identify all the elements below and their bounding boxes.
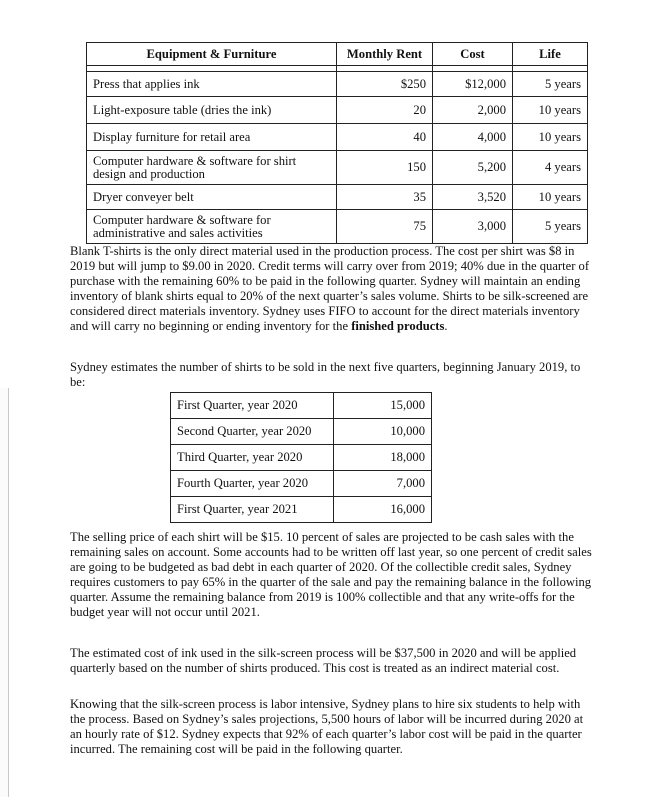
units-sold: 18,000 [334,445,432,471]
equipment-item: Dryer conveyer belt [87,185,337,210]
selling-price-paragraph: The selling price of each shirt will be $15. 10 percent of sales are projected to be cash sales with the remaining sales on account. Some accounts had to be written off last year, so one percent of credit sales are going to be budgeted as bad debt in each quarter of 2020. Of the collectible credit sales, Sydney requires customers to pay 65% in the quarter of the sale and pay the remaining balance in the following quarter. Assume the remaining balance from 2019 is 100% collectible and that any write-offs for the budget year will not occur until 2021. [70,530,592,619]
header-monthly-rent: Monthly Rent [337,43,433,66]
table-row [171,419,432,445]
quarterly-sales-table [170,392,432,523]
units-sold: 10,000 [334,419,432,445]
cost: 3,520 [433,185,513,210]
table-row [87,151,588,185]
monthly-rent: 35 [337,185,433,210]
header-equipment: Equipment & Furniture [87,43,337,66]
paragraph-period: . [444,319,448,333]
direct-materials-paragraph [70,244,593,334]
units-sold: 15,000 [334,393,432,419]
monthly-rent: 150 [337,151,433,185]
life: 10 years [513,185,588,210]
table-row [87,210,588,244]
table-row [171,471,432,497]
cost: 2,000 [433,97,513,124]
table-row [87,124,588,151]
equipment-item: Light-exposure table (dries the ink) [87,97,337,124]
quarter-label: First Quarter, year 2020 [171,393,334,419]
life: 10 years [513,124,588,151]
ink-cost-paragraph: The estimated cost of ink used in the silk-screen process will be $37,500 in 2020 and will be applied quarterly based on the number of shirts produced. This cost is treated as an indirect material cost. [70,646,577,675]
monthly-rent: $250 [337,72,433,97]
equipment-item: Display furniture for retail area [87,124,337,151]
left-panel-edge [0,388,9,797]
cost: 3,000 [433,210,513,244]
quarter-label: Third Quarter, year 2020 [171,445,334,471]
life: 10 years [513,97,588,124]
equipment-item: Computer hardware & software for administrative and sales activities [87,210,337,244]
life: 5 years [513,72,588,97]
life: 5 years [513,210,588,244]
table-row [87,185,588,210]
monthly-rent: 40 [337,124,433,151]
quarter-label: Fourth Quarter, year 2020 [171,471,334,497]
units-sold: 16,000 [334,497,432,523]
direct-materials-text: Blank T-shirts is the only direct material used in the production process. The cost per shirt was $8 in 2019 but will jump to $9.00 in 2020. Credit terms will carry over from 2019; 40% due in the quarter of purchase with the remaining 60% to be paid in the following quarter. Sydney will maintain an ending inventory of blank shirts equal to 20% of the next quarter’s sales volume. Shirts to be silk-screened are considered direct materials inventory. Sydney uses FIFO to account for the direct materials inventory and will carry no beginning or ending inventory for the [70,244,590,333]
cost: 4,000 [433,124,513,151]
equipment-item: Computer hardware & software for shirt design and production [87,151,337,185]
table-row [87,97,588,124]
equipment-table [86,42,588,244]
table-header-row [87,43,588,66]
cost: 5,200 [433,151,513,185]
sales-estimate-intro: Sydney estimates the number of shirts to be sold in the next five quarters, beginning January 2019, to be: [70,360,581,389]
table-row [171,445,432,471]
labor-paragraph: Knowing that the silk-screen process is labor intensive, Sydney plans to hire six students to help with the process. Based on Sydney’s sales projections, 5,500 hours of labor will be incurred during 2020 at an hourly rate of $12. Sydney expects that 92% of each quarter’s labor cost will be paid in the quarter incurred. The remaining cost will be paid in the following quarter. [70,697,584,756]
finished-products-emphasis: finished products [351,319,445,333]
header-cost: Cost [433,43,513,66]
table-row [171,497,432,523]
monthly-rent: 75 [337,210,433,244]
table-row [87,72,588,97]
life: 4 years [513,151,588,185]
quarter-label: First Quarter, year 2021 [171,497,334,523]
units-sold: 7,000 [334,471,432,497]
quarter-label: Second Quarter, year 2020 [171,419,334,445]
equipment-item: Press that applies ink [87,72,337,97]
cost: $12,000 [433,72,513,97]
header-life: Life [513,43,588,66]
table-row [171,393,432,419]
monthly-rent: 20 [337,97,433,124]
